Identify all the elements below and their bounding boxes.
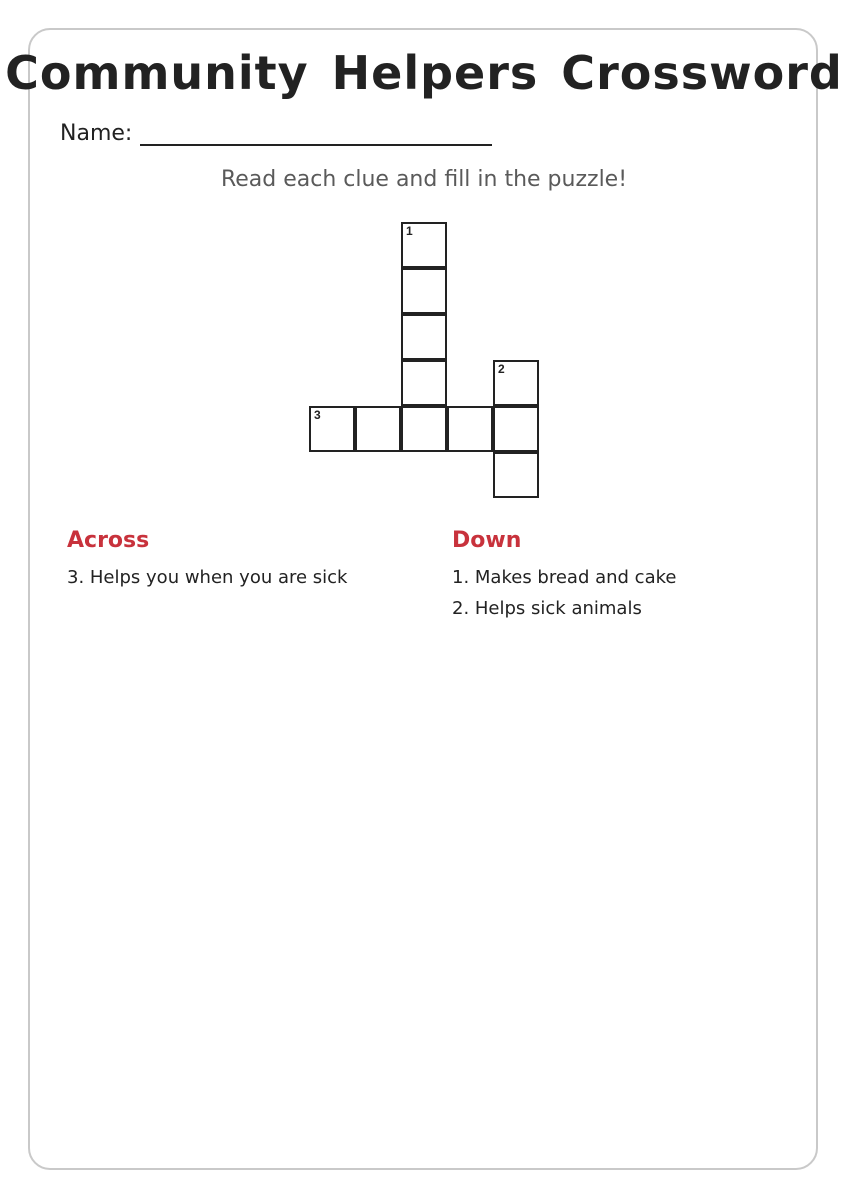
crossword-cell[interactable] [401,222,447,268]
down-clues [452,528,812,629]
across-heading: Across [67,528,150,553]
across-clues [67,528,427,598]
crossword-cell[interactable] [401,314,447,360]
clue-number: 3 [314,408,321,422]
crossword-cell[interactable] [493,406,539,452]
instructions-text: Read each clue and fill in the puzzle! [220,167,628,192]
crossword-grid [0,0,848,520]
crossword-cell[interactable] [493,452,539,498]
worksheet-title: Community Helpers Crossword [5,46,843,100]
clue-number: 2 [498,362,505,376]
across-clue: 3. Helps you when you are sick [67,567,348,588]
crossword-cell[interactable] [401,268,447,314]
crossword-cell[interactable] [493,360,539,406]
crossword-cell[interactable] [355,406,401,452]
crossword-cell[interactable] [401,360,447,406]
down-clue: 2. Helps sick animals [452,598,642,619]
crossword-cell[interactable] [309,406,355,452]
crossword-cell[interactable] [447,406,493,452]
clue-number: 1 [406,224,413,238]
crossword-cell[interactable] [401,406,447,452]
down-clue: 1. Makes bread and cake [452,567,677,588]
down-heading: Down [452,528,522,553]
name-label: Name: [60,121,133,146]
